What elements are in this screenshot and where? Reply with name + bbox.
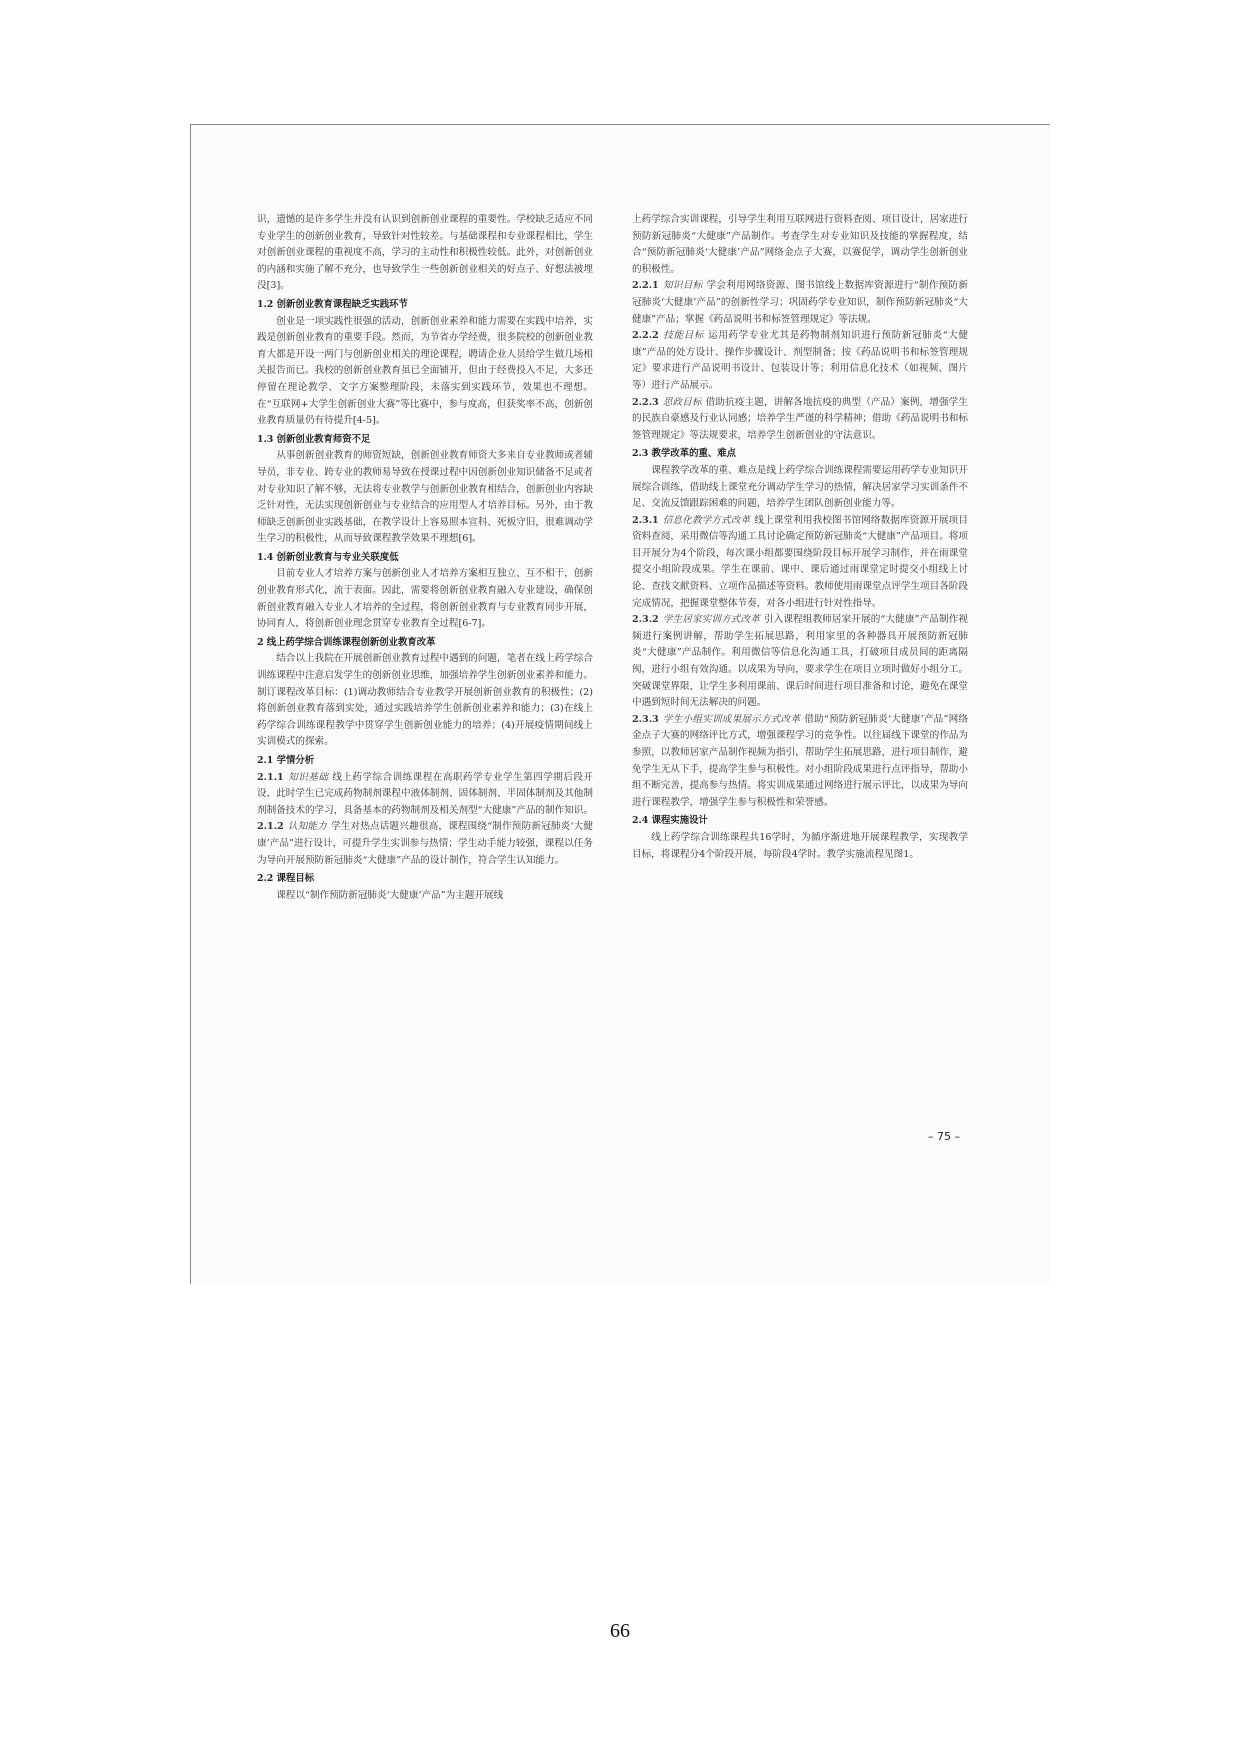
paragraph <box>257 651 593 751</box>
paragraph-text: 创业是一项实践性很强的活动，创新创业素养和能力需要在实践中培养，实践是创新创业教育的重要手段。然而，为节省办学经费，很多院校的创新创业教育大都是开设一两门与创新创业相关的理论课程，聘请企业人员给学生做几场相关报告而已。我校的创新创业教育虽已全面铺开，但由于经费投入不足，大多还停留在理论教学、文字方案整理阶段，未落实到实践环节，效果也不理想。在“互联网+大学生创新创业大赛”等比赛中，参与度高，但获奖率不高，创新创业教育质量仍有待提升[4-5]。 <box>257 315 593 427</box>
subsection-number: 2.3.2 <box>632 614 659 626</box>
top-rule <box>190 124 1050 125</box>
paragraph-text: 上药学综合实训课程，引导学生利用互联网进行资料查阅、项目设计，居家进行预防新冠肺炎“大健康”产品制作。考查学生对专业知识及技能的掌握程度，结合“预防新冠肺炎‘大健康’产品”网络金点子大赛，以赛促学，调动学生创新创业的积极性。 <box>632 214 968 275</box>
subsection-title: 知识基础 <box>287 771 329 783</box>
scanned-journal-page <box>190 124 1050 1284</box>
subsection-title: 信息化教学方式改革 <box>662 514 751 526</box>
subsection-title: 学生小组实训成果展示方式改革 <box>662 713 801 725</box>
left-column <box>257 212 593 904</box>
paragraph <box>257 770 593 820</box>
subsection-number: 2.3.3 <box>632 713 659 725</box>
section-heading: 2.3 教学改革的重、难点 <box>632 448 736 460</box>
section-heading: 2.2 课程目标 <box>257 873 315 885</box>
subsection-title: 认知能力 <box>287 821 327 833</box>
journal-page-number: – 75 – <box>928 1130 960 1143</box>
paragraph <box>257 448 593 548</box>
right-column <box>632 212 968 863</box>
paragraph <box>257 819 593 869</box>
paragraph-text: 线上课堂利用我校图书馆网络数据库资源开展项目资料查阅，采用微信等沟通工具讨论确定预防新冠肺炎“大健康”产品项目。将项目开展分为4个阶段，每次课小组都要围绕阶段目标开展学习制作，并在雨课堂提交小组阶段成果。学生在课前、课中、课后通过雨课堂定时提交小组线上讨论、查找文献资料、立项作品描述等资料。教师使用雨课堂点评学生项目各阶段完成情况，把握课堂整体节奏，对各小组进行针对性指导。 <box>632 514 968 609</box>
paragraph <box>257 314 593 430</box>
subsection-title: 知识目标 <box>662 280 703 292</box>
section-heading: 1.2 创新创业教育课程缺乏实践环节 <box>257 298 408 310</box>
subsection-number: 2.2.3 <box>632 396 659 408</box>
section-heading: 2 线上药学综合训练课程创新创业教育改革 <box>257 636 436 648</box>
paragraph-text: 学会利用网络资源、图书馆线上数据库资源进行“制作预防新冠肺炎‘大健康’产品”的创新性学习；巩固药学专业知识，制作预防新冠肺炎“大健康”产品；掌握《药品说明书和标签管理规定》等法规。 <box>632 280 969 325</box>
paragraph <box>257 888 593 905</box>
paragraph-text: 课程以“制作预防新冠肺炎‘大健康’产品”为主题开展线 <box>276 889 504 901</box>
subsection-number: 2.1.2 <box>257 821 284 833</box>
subsection-number: 2.2.1 <box>632 280 659 292</box>
paragraph-text: 识，遗憾的是许多学生并没有认识到创新创业课程的重要性。学校缺乏适应不同专业学生的创新创业教育，导致针对性较差。与基础课程和专业课程相比，学生对创新创业课程的重视度不高，学习的主动性和积极性较低。此外，对创新创业的内涵和实施了解不充分，也导致学生一些创新创业相关的好点子、好想法被埋没[3]。 <box>257 214 593 292</box>
subsection-title: 技能目标 <box>662 330 705 342</box>
subsection-number: 2.2.2 <box>632 330 659 342</box>
paragraph <box>632 830 968 863</box>
section-heading: 1.4 创新创业教育与专业关联度低 <box>257 551 399 563</box>
paragraph <box>632 278 968 328</box>
paragraph-text: 线上药学综合训练课程在高职药学专业学生第四学期后段开设，此时学生已完成药物制剂课程中液体制剂、固体制剂、半固体制剂及其他制剂制备技术的学习，具备基本的药物制剂及相关剂型“大健康”产品的制作知识。 <box>257 771 594 816</box>
section-heading: 2.4 课程实施设计 <box>632 815 708 827</box>
section-heading: 1.3 创新创业教育师资不足 <box>257 433 371 445</box>
paragraph <box>632 712 968 812</box>
paragraph-text: 运用药学专业尤其是药物制剂知识进行预防新冠肺炎“大健康”产品的处方设计、操作步骤设计、剂型制备；按《药品说明书和标签管理规定》要求进行产品说明书设计、包装设计等；利用信息化技术（如视频、图片等）进行产品展示。 <box>632 330 969 391</box>
left-rule <box>190 124 191 1284</box>
paragraph-text: 结合以上我院在开展创新创业教育过程中遇到的问题，笔者在线上药学综合训练课程中注意启发学生的创新创业思维，加强培养学生创新创业素养和能力。制订课程改革目标：(1)调动教师结合专业教学开展创新创业教育的积极性；(2) 将创新创业教育落到实处，通过实践培养学生创新创业素养和能力；(3)在线上药学综合训练课程教学中贯穿学生创新创业能力的培养；(4)开展疫情期间线上实训模式的探索。 <box>257 653 593 748</box>
subsection-number: 2.3.1 <box>632 514 659 526</box>
paragraph-text: 从事创新创业教育的师资短缺，创新创业教育师资大多来自专业教师或者辅导员，非专业、跨专业的教师易导致在授课过程中因创新创业知识储备不足或者对专业知识了解不够，无法将专业教学与创新创业教育相结合，创新创业内容缺乏针对性，无法实现创新创业与专业结合的应用型人才培养目标。另外，由于教师缺乏创新创业实践基础，在教学设计上容易照本宣科、死板守旧，很难调动学生学习的积极性，从而导致课程教学效果不理想[6]。 <box>257 450 593 545</box>
paragraph <box>632 612 968 712</box>
paragraph-text: 课程教学改革的重、难点是线上药学综合训练课程需要运用药学专业知识开展综合训练，借助线上课堂充分调动学生学习的热情，解决居家学习实训条件不足、交流反馈跟踪困难的问题，培养学生团队创新创业能力等。 <box>632 464 968 510</box>
paragraph <box>632 212 968 278</box>
paragraph-text: 目前专业人才培养方案与创新创业人才培养方案相互独立、互不相干，创新创业教育形式化，流于表面。因此，需要将创新创业教育融入专业建设，确保创新创业教育融入专业人才培养的全过程，将创新创业教育与专业教育同步开展，协同育人，将创新创业理念贯穿专业教育全过程[6-7]。 <box>257 568 593 630</box>
subsection-title: 思政目标 <box>662 396 702 408</box>
paragraph <box>632 463 968 513</box>
paragraph <box>257 566 593 632</box>
paragraph <box>257 212 593 295</box>
subsection-number: 2.1.1 <box>257 771 284 783</box>
section-heading: 2.1 学情分析 <box>257 755 315 766</box>
paragraph <box>632 328 968 394</box>
paragraph-text: 线上药学综合训练课程共16学时，为循序渐进地开展课程教学，实现教学目标，将课程分4个阶段开展，每阶段4学时。教学实施流程见图1。 <box>632 831 968 860</box>
paragraph-text: 借助“预防新冠肺炎‘大健康’产品”网络金点子大赛的网络评比方式，增强课程学习的竞争性。以往届线下课堂的作品为参照，以教师居家产品制作视频为指引，帮助学生拓展思路，进行项目制作，避免学生无从下手，提高学生参与积极性。对小组阶段成果进行点评指导，帮助小组不断完善，提高参与热情。将实训成果通过网络进行展示评比，以成果为导向进行课程教学，增强学生参与积极性和荣誉感。 <box>632 713 968 808</box>
paragraph-text: 学生对热点话题兴趣很高，课程围绕“制作预防新冠肺炎‘大健康’产品”进行设计，可提升学生实训参与热情；学生动手能力较强，课程以任务为导向开展预防新冠肺炎“大健康”产品的设计制作，符合学生认知能力。 <box>257 821 593 866</box>
page-number: 66 <box>610 1620 630 1642</box>
paragraph-text: 借助抗疫主题，讲解各地抗疫的典型（产品）案例，增强学生的民族自豪感及行业认同感；培养学生严谨的科学精神；借助《药品说明书和标签管理规定》等法规要求，培养学生创新创业的守法意识。 <box>632 396 968 441</box>
paragraph <box>632 395 968 445</box>
paragraph-text: 引入课程组教师居家开展的“大健康”产品制作视频进行案例讲解，帮助学生拓展思路，利用家里的各种器具开展预防新冠肺炎“大健康”产品制作。利用微信等信息化沟通工具，打破项目成员间的距离隔阂，进行小组有效沟通。以成果为导向，要求学生在项目立项时做好小组分工。突破课堂界限，让学生多利用课前、课后时间进行项目准备和讨论，避免在课堂中遇到短时间无法解决的问题。 <box>632 614 969 709</box>
subsection-title: 学生居家实训方式改革 <box>662 614 760 626</box>
paragraph <box>632 513 968 613</box>
